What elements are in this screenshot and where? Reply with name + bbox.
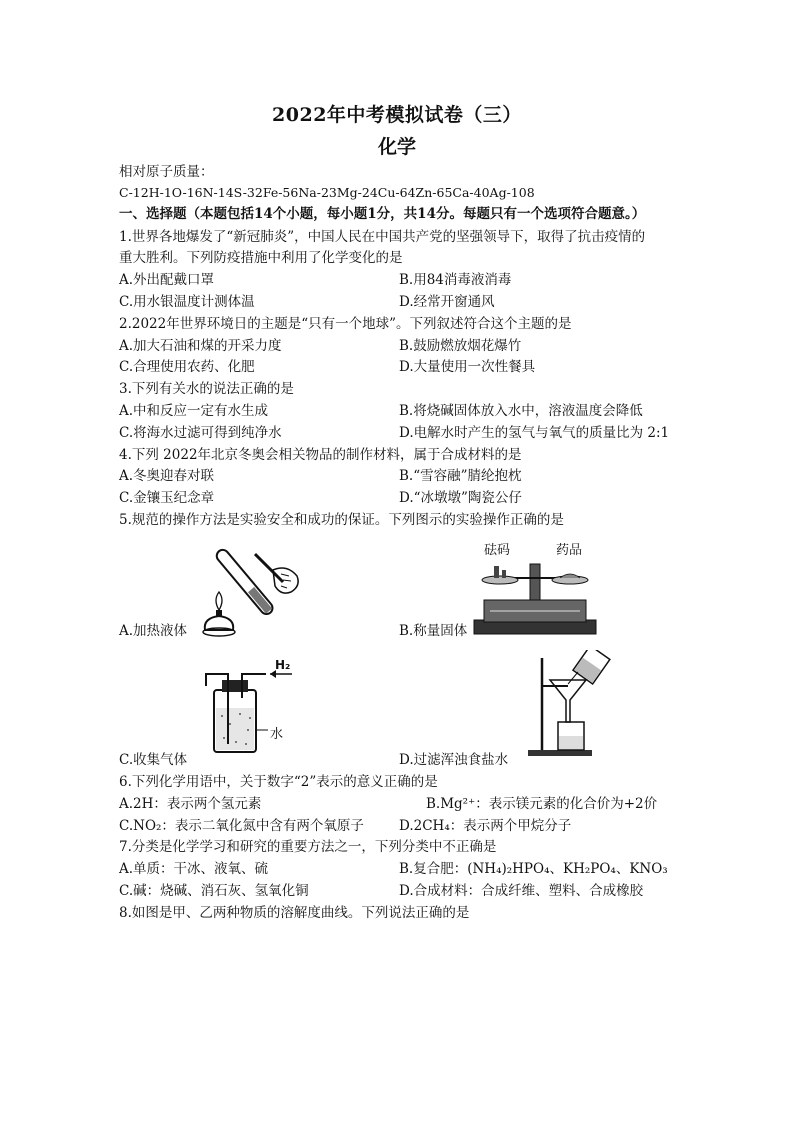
- q2-option-a: A.加大石油和煤的开采力度: [119, 338, 282, 354]
- q1-stem-line2: 重大胜利。下列防疫措施中利用了化学变化的是: [119, 250, 403, 266]
- q5-option-c: C.收集气体: [119, 752, 188, 768]
- q1-stem-line1: 1.世界各地爆发了“新冠肺炎”，中国人民在中国共产党的坚强领导下，取得了抗击疫情的: [119, 229, 646, 245]
- q2-option-d: D.大量使用一次性餐具: [399, 359, 536, 375]
- q1-option-a: A.外出配戴口罩: [119, 272, 215, 288]
- q7-option-d: D.合成材料：合成纤维、塑料、合成橡胶: [399, 883, 644, 899]
- q6-option-d: D.2CH₄：表示两个甲烷分子: [399, 818, 572, 834]
- q5-option-a: A.加热液体: [119, 623, 188, 639]
- q2-stem: 2.2022年世界环境日的主题是“只有一个地球”。下列叙述符合这个主题的是: [119, 316, 572, 332]
- balance-figure: [470, 556, 600, 638]
- q3-stem: 3.下列有关水的说法正确的是: [119, 381, 294, 397]
- hydrogen-label: H₂: [275, 658, 291, 672]
- q7-stem: 7.分类是化学学习和研究的重要方法之一，下列分类中不正确是: [119, 839, 497, 855]
- heating-liquid-figure: [195, 534, 307, 642]
- atomic-mass-label: 相对原子质量：: [119, 164, 214, 180]
- q3-option-d: D.电解水时产生的氢气与氧气的质量比为 2:1: [399, 425, 670, 441]
- q2-option-b: B.鼓励燃放烟花爆竹: [399, 338, 522, 354]
- q7-option-b: B.复合肥：(NH₄)₂HPO₄、KH₂PO₄、KNO₃: [399, 861, 668, 877]
- q8-stem: 8.如图是甲、乙两种物质的溶解度曲线。下列说法正确的是: [119, 905, 470, 921]
- q6-option-c: C.NO₂：表示二氧化氮中含有两个氧原子: [119, 818, 364, 834]
- water-label: 水: [270, 727, 284, 742]
- q4-option-b: B.“雪容融”腈纶抱枕: [399, 468, 522, 484]
- chemical-label: 药品: [556, 543, 583, 558]
- section-heading: 一、选择题（本题包括14个小题，每小题1分，共14分。每题只有一个选项符合题意。）: [119, 206, 646, 222]
- q6-option-a: A.2H：表示两个氢元素: [119, 796, 262, 812]
- q4-option-c: C.金镶玉纪念章: [119, 490, 215, 506]
- q6-option-b: B.Mg²⁺：表示镁元素的化合价为+2价: [426, 796, 658, 812]
- q3-option-b: B.将烧碱固体放入水中，溶液温度会降低: [399, 403, 643, 419]
- subject-title: 化学: [377, 136, 416, 158]
- q1-option-b: B.用84消毒液消毒: [399, 272, 512, 288]
- q4-option-a: A.冬奥迎春对联: [119, 468, 215, 484]
- filtration-figure: [506, 650, 614, 760]
- q4-stem: 4.下列 2022年北京冬奥会相关物品的制作材料，属于合成材料的是: [119, 447, 522, 463]
- q5-option-b: B.称量固体: [399, 623, 468, 639]
- q3-option-a: A.中和反应一定有水生成: [119, 403, 269, 419]
- q2-option-c: C.合理使用农药、化肥: [119, 359, 255, 375]
- atomic-mass-values: C-12H-1O-16N-14S-32Fe-56Na-23Mg-24Cu-64Zn-65Ca-40Ag-108: [119, 185, 535, 200]
- q1-option-d: D.经常开窗通风: [399, 294, 495, 310]
- q4-option-d: D.“冰墩墩”陶瓷公仔: [399, 490, 522, 506]
- q3-option-c: C.将海水过滤可得到纯净水: [119, 425, 282, 441]
- weights-label: 砝码: [484, 543, 511, 558]
- q5-option-d: D.过滤浑浊食盐水: [399, 752, 509, 768]
- q6-stem: 6.下列化学用语中，关于数字“2”表示的意义正确的是: [119, 774, 438, 790]
- q1-option-c: C.用水银温度计测体温: [119, 294, 255, 310]
- q5-stem: 5.规范的操作方法是实验安全和成功的保证。下列图示的实验操作正确的是: [119, 512, 564, 528]
- q7-option-a: A.单质：干冰、液氧、硫: [119, 861, 269, 877]
- q7-option-c: C.碱：烧碱、消石灰、氢氧化铜: [119, 883, 309, 899]
- exam-title: 2022年中考模拟试卷（三）: [272, 104, 522, 126]
